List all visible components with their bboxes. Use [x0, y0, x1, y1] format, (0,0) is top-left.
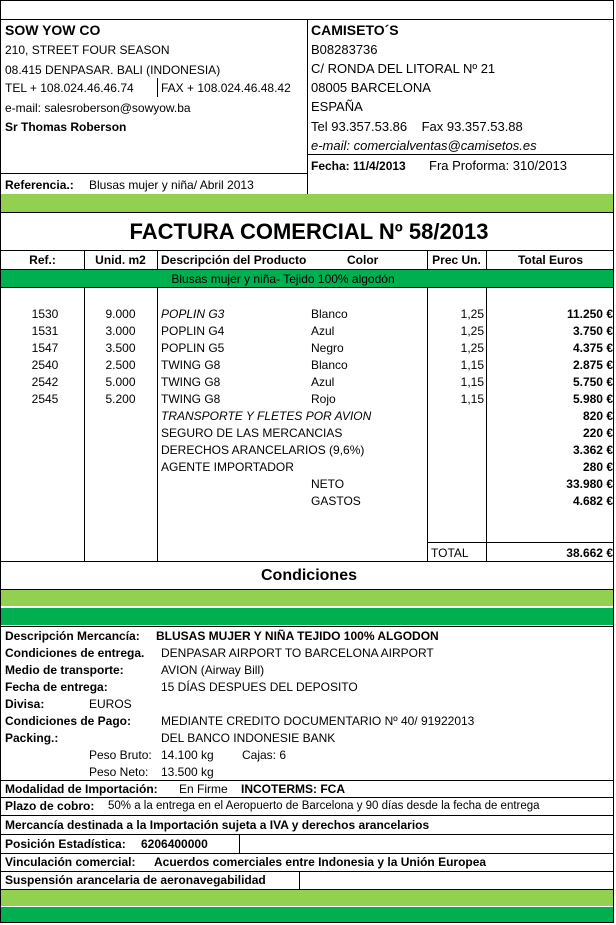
neto-value: 33.980 € [566, 477, 613, 491]
row-desc: POPLIN G3 [161, 307, 225, 321]
col-line-2h [157, 250, 158, 270]
header-prec: Prec Un. [432, 253, 481, 267]
row-color: Negro [311, 341, 344, 355]
invoice-title: FACTURA COMERCIAL Nº 58/2013 [129, 219, 489, 244]
buyer-country: ESPAÑA [311, 99, 363, 114]
row-prec: 1,15 [460, 392, 484, 406]
seller-address1: 210, STREET FOUR SEASON [5, 43, 170, 57]
row-prec: 1,15 [460, 358, 484, 372]
tel-fax-divider [157, 78, 158, 97]
table-subtitle-bottom-line [1, 287, 614, 288]
charge-label: SEGURO DE LAS MERCANCIAS [161, 426, 343, 440]
row-prec: 1,15 [460, 375, 484, 389]
cond-line-8 [1, 871, 614, 872]
conditions-title: Condiciones [260, 567, 357, 584]
seller-fax: FAX + 108.024.46.48.42 [161, 81, 291, 95]
row-desc: POPLIN G4 [161, 324, 225, 338]
row-color: Blanco [311, 358, 348, 372]
row-ref: 1547 [31, 341, 59, 355]
seller-address2: 08.415 DENPASAR. BALI (INDONESIA) [5, 63, 221, 77]
charge-value: 280 € [582, 460, 613, 474]
suspension-note: Suspensión arancelaria de aeronavegabilidad [5, 873, 266, 887]
row-prec: 1,25 [460, 341, 484, 355]
row-unid: 3.500 [105, 341, 136, 355]
gastos-value: 4.682 € [572, 494, 613, 508]
total-value: 38.662 € [566, 546, 613, 560]
posicion-value: 6206400000 [141, 837, 208, 851]
packing-label: Packing.: [5, 731, 59, 745]
row-desc: TWING G8 [161, 358, 221, 372]
header-unid: Unid. m2 [95, 253, 146, 267]
green-band-3 [1, 608, 614, 625]
total-label: TOTAL [431, 546, 469, 560]
buyer-address1: C/ RONDA DEL LITORAL Nº 21 [311, 61, 496, 76]
cond-line-3 [1, 780, 614, 781]
header-total: Total Euros [517, 253, 584, 267]
entrega-label: Condiciones de entrega. [5, 646, 145, 660]
proforma-number: Fra Proforma: 310/2013 [429, 158, 568, 173]
gastos-label: GASTOS [311, 494, 361, 508]
posicion-label: Posición Estadística: [5, 837, 126, 851]
row-desc: TWING G8 [161, 392, 221, 406]
row-prec: 1,25 [460, 324, 484, 338]
desc-value: BLUSAS MUJER Y NIÑA TEJIDO 100% ALGODON [156, 629, 439, 643]
vinculacion-value: Acuerdos comerciales entre Indonesia y la Unión Europea [154, 855, 487, 869]
pago-label: Condiciones de Pago: [5, 714, 132, 728]
row-ref: 2542 [31, 375, 59, 389]
modalidad-value: En Firme [179, 782, 228, 796]
divisa-label: Divisa: [5, 697, 45, 711]
row-unid: 3.000 [105, 324, 136, 338]
charge-label: TRANSPORTE Y FLETES POR AVION [161, 409, 372, 423]
cond-line-2 [1, 626, 614, 627]
neto-label: NETO [311, 477, 345, 491]
suspension-divider [299, 871, 300, 889]
row-total: 5.750 € [572, 375, 613, 389]
table-bottom-line [1, 561, 614, 562]
header-divider [307, 19, 308, 194]
packing-value: DEL BANCO INDONESIE BANK [161, 731, 336, 745]
row-total: 5.980 € [572, 392, 613, 406]
header-fecha-top-line [307, 154, 614, 155]
row-desc: POPLIN G5 [161, 341, 225, 355]
green-band-2 [1, 590, 614, 606]
row-desc: TWING G8 [161, 375, 221, 389]
buyer-telfax: Tel 93.357.53.86 Fax 93.357.53.88 [311, 119, 523, 134]
buyer-email: e-mail: comercialventas@camisetos.es [311, 138, 537, 153]
peso-bruto-label: Peso Bruto: [89, 748, 152, 762]
col-line-2 [157, 287, 158, 562]
header-color: Color [347, 253, 379, 267]
fecha-label: Fecha de entrega: [5, 680, 108, 694]
table-header-top-line [1, 250, 614, 251]
cond-line-5 [1, 815, 614, 816]
header-desc: Descripción del Producto [161, 253, 307, 267]
divisa-value: EUROS [89, 697, 132, 711]
row-total: 11.250 € [566, 307, 613, 321]
desc-label: Descripción Mercancía: [5, 629, 140, 643]
seller-tel: TEL + 108.024.46.46.74 [5, 81, 134, 95]
seller-name: SOW YOW CO [5, 22, 101, 38]
seller-contact: Sr Thomas Roberson [5, 120, 127, 134]
plazo-label: Plazo de cobro: [5, 799, 95, 813]
header-ref: Ref.: [29, 253, 56, 267]
vinculacion-label: Vinculación comercial: [5, 855, 136, 869]
header-top-line [1, 19, 614, 20]
green-band-4 [1, 890, 614, 906]
reference-label: Referencia.: [5, 178, 74, 192]
row-color: Azul [311, 324, 335, 338]
entrega-value: DENPASAR AIRPORT TO BARCELONA AIRPORT [161, 646, 434, 660]
charge-label: DERECHOS ARANCELARIOS (9,6%) [161, 443, 365, 457]
transporte-label: Medio de transporte: [5, 663, 124, 677]
title-top-line [1, 212, 614, 213]
row-ref: 1530 [31, 307, 59, 321]
incoterms: INCOTERMS: FCA [241, 782, 345, 796]
row-color: Rojo [311, 392, 336, 406]
buyer-cif: B08283736 [311, 42, 378, 57]
peso-neto-label: Peso Neto: [89, 765, 149, 779]
row-ref: 2545 [31, 392, 59, 406]
row-unid: 9.000 [105, 307, 136, 321]
charge-value: 820 € [582, 409, 613, 423]
plazo-value: 50% a la entrega en el Aeropuerto de Barcelona y 90 días desde la fecha de entrega [108, 800, 540, 812]
green-band-5 [1, 907, 614, 923]
row-total: 2.875 € [572, 358, 613, 372]
peso-neto-value: 13.500 kg [161, 765, 214, 779]
row-prec: 1,25 [460, 307, 484, 321]
row-unid: 2.500 [105, 358, 136, 372]
charge-value: 220 € [582, 426, 613, 440]
cond-line-7 [1, 853, 614, 854]
pago-value: MEDIANTE CREDITO DOCUMENTARIO Nº 40/ 91922013 [161, 714, 475, 728]
fecha-value: 15 DÍAS DESPUES DEL DEPOSITO [161, 680, 358, 694]
seller-email: e-mail: salesroberson@sowyow.ba [5, 101, 191, 115]
header-ref-top-line [1, 173, 307, 174]
row-unid: 5.200 [105, 392, 136, 406]
transporte-value: AVION (Airway Bill) [161, 663, 265, 677]
row-color: Azul [311, 375, 335, 389]
table-subtitle: Blusas mujer y niña- Tejido 100% algodón [171, 272, 395, 286]
peso-bruto-value: 14.100 kg [161, 748, 214, 762]
green-band-1 [1, 194, 614, 212]
cajas: Cajas: 6 [242, 748, 287, 762]
charge-value: 3.362 € [572, 443, 613, 457]
row-ref: 2540 [31, 358, 59, 372]
modalidad-label: Modalidad de Importación: [5, 782, 158, 796]
row-ref: 1531 [31, 324, 59, 338]
mercancia-note: Mercancía destinada a la Importación sujeta a IVA y derechos arancelarios [5, 818, 430, 832]
invoice-date: Fecha: 11/4/2013 [311, 159, 406, 173]
cond-line-6 [1, 834, 614, 835]
row-color: Blanco [311, 307, 348, 321]
cond-line-4 [1, 797, 614, 798]
row-unid: 5.000 [105, 375, 136, 389]
row-total: 4.375 € [572, 341, 613, 355]
row-total: 3.750 € [572, 324, 613, 338]
reference-value: Blusas mujer y niña/ Abril 2013 [89, 178, 254, 192]
buyer-name: CAMISETO´S [311, 22, 399, 38]
total-top-line [427, 542, 614, 543]
posicion-divider [239, 834, 240, 853]
charge-label: AGENTE IMPORTADOR [161, 460, 294, 474]
buyer-address2: 08005 BARCELONA [311, 80, 431, 95]
